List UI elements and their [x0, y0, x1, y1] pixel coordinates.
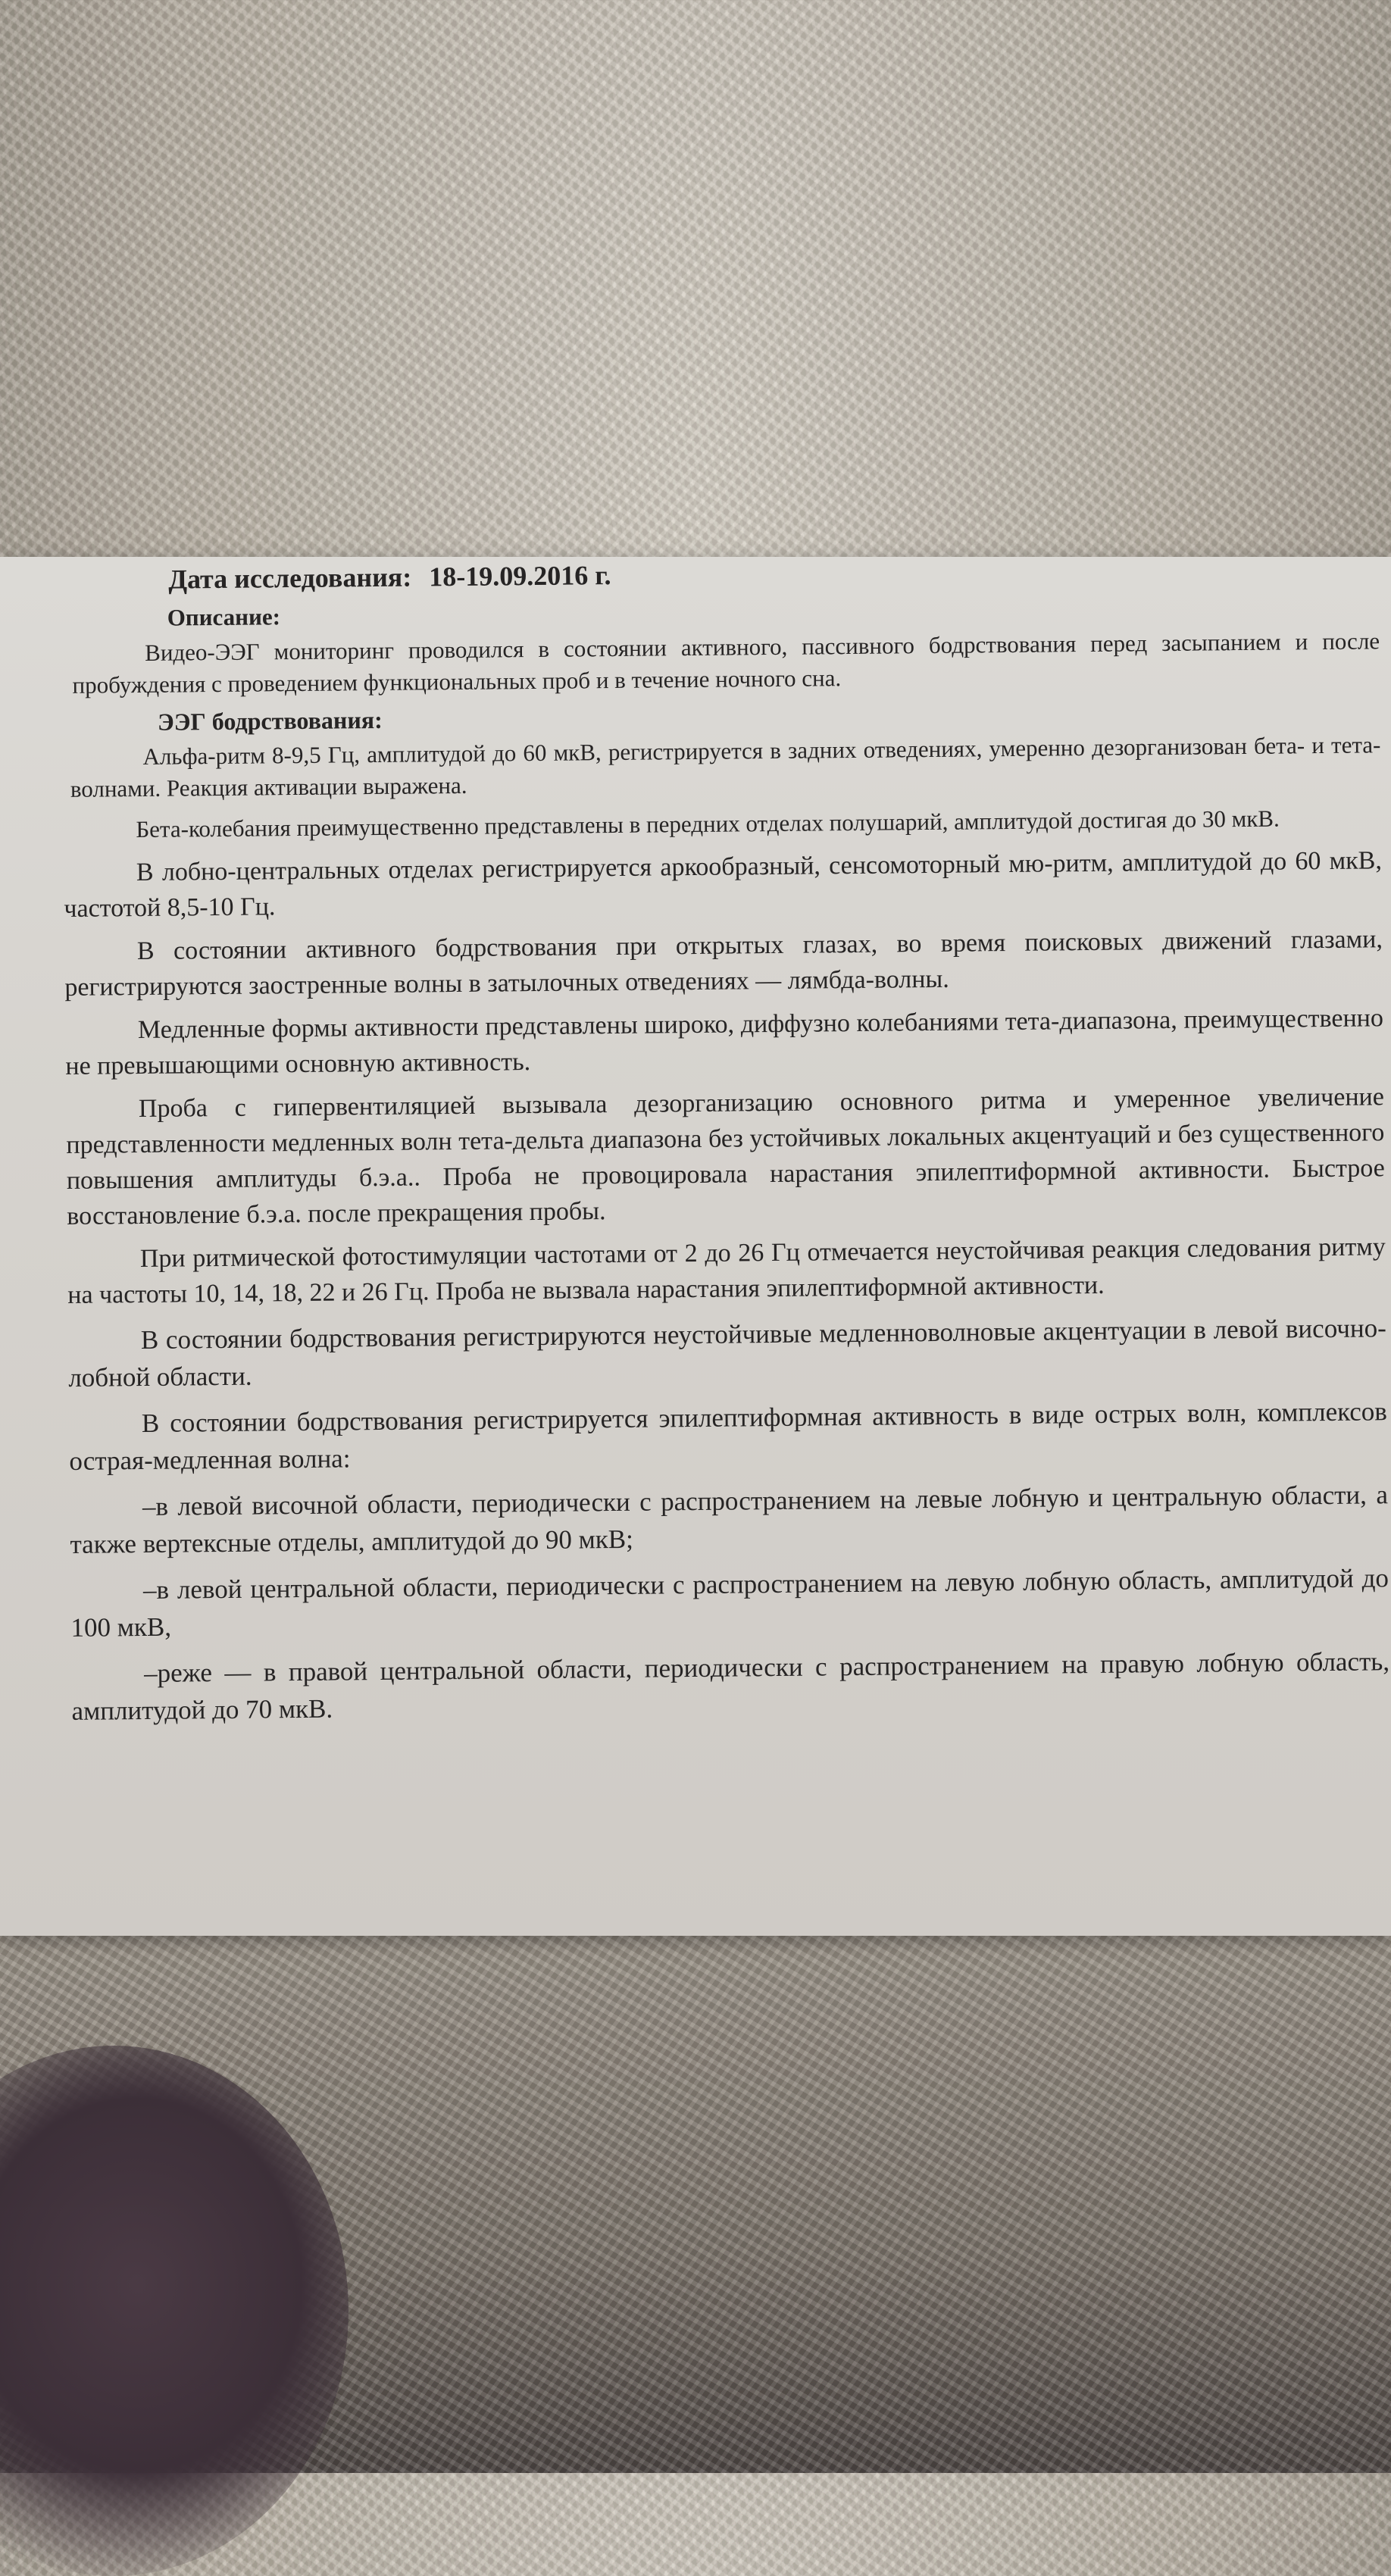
paragraph-slow-activity: Медленные формы активности представлены широко, диффузно колебаниями тета-диапазона, преимущественно не превышающими основную активность.	[65, 1004, 1384, 1081]
paragraph-slow-wave-accentuations: В состоянии бодрствования регистрируются неустойчивые медленноволновые акцентуации в левой височно-лобной области.	[68, 1313, 1386, 1393]
list-item-right-central: –реже — в правой центральной области, периодически с распространением на правую лобную область, амплитудой до 70 мкВ.	[71, 1646, 1390, 1727]
paragraph-epileptiform-activity: В состоянии бодрствования регистрируется эпилептиформная активность в виде острых волн, комплексов острая-медленная волна:	[69, 1396, 1388, 1477]
paragraph-lambda-waves: В состоянии активного бодрствования при открытых глазах, во время поисковых движений глазами, регистрируются заостренные волны в затылочных отведениях — лямбда-волны.	[64, 925, 1383, 1002]
description-text: Видео-ЭЭГ мониторинг проводился в состоянии активного, пассивного бодрствования перед засыпанием и после пробуждения с проведением функциональных проб и в течение ночного сна.	[72, 627, 1380, 699]
study-date-line	[168, 549, 1379, 599]
paragraph-alpha-rhythm: Альфа-ритм 8-9,5 Гц, амплитудой до 60 мкВ, регистрируется в задних отведениях, умеренно дезорганизован бета- и тета-волнами. Реакция активации выражена.	[70, 731, 1381, 803]
document-content	[61, 549, 1390, 1730]
study-date-value: 18-19.09.2016 г.	[429, 560, 611, 592]
paragraph-photostimulation: При ритмической фотостимуляции частотами от 2 до 26 Гц отмечается неустойчивая реакция следования ритму на частоты 10, 14, 18, 22 и 26 Гц. Проба не вызвала нарастания эпилептиформной активности.	[67, 1233, 1386, 1310]
paragraph-beta: Бета-колебания преимущественно представлены в передних отделах полушарий, амплитудой достигая до 30 мкВ.	[136, 805, 1280, 843]
description-heading: Описание:	[167, 603, 281, 632]
study-date-label: Дата исследования:	[168, 561, 412, 595]
list-item-left-central: –в левой центральной области, периодически с распространением на левую лобную область, амплитудой до 100 мкВ,	[70, 1563, 1389, 1643]
wake-eeg-heading: ЭЭГ бодрствования:	[157, 705, 383, 736]
document-paper	[0, 557, 1391, 1936]
paragraph-mu-rhythm: В лобно-центральных отделах регистрируется аркообразный, сенсомоторный мю-ритм, амплитудой до 60 мкВ, частотой 8,5-10 Гц.	[64, 846, 1383, 924]
list-item-left-temporal: –в левой височной области, периодически с распространением на левые лобную и центральную области, а также вертексные отделы, амплитудой до 90 мкВ;	[70, 1480, 1389, 1560]
paragraph-hyperventilation: Проба с гипервентиляцией вызывала дезорганизацию основного ритма и умеренное увеличение представленности медленных волн тета-дельта диапазона без устойчивых локальных акцентуаций и без существенного повышения амплитуды б.э.а.. Проба не провоцировала нарастания эпилептиформной активности. Быстрое восстановление б.э.а. после прекращения пробы.	[66, 1083, 1385, 1231]
